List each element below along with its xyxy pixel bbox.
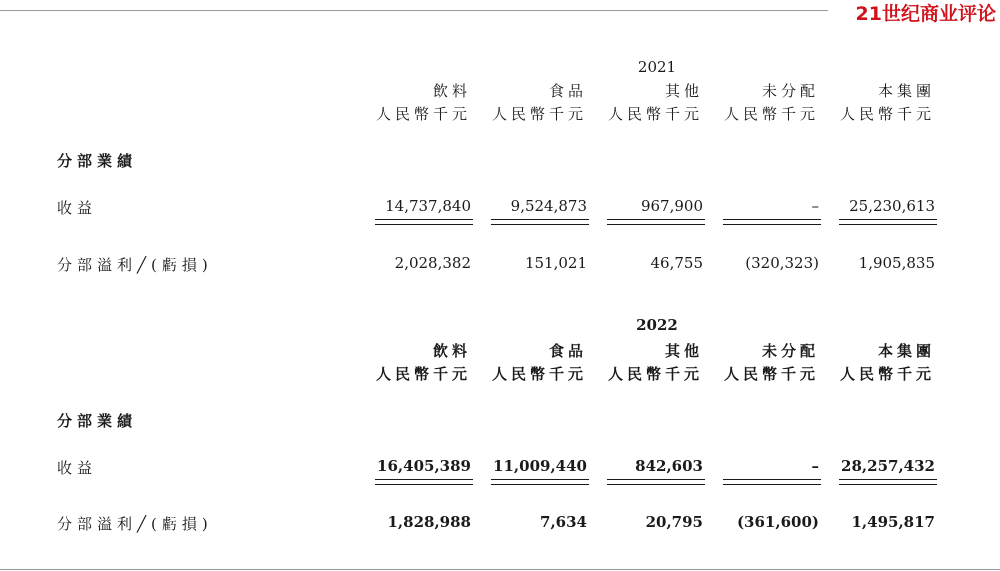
profit-value: 20,795 bbox=[645, 513, 703, 531]
profit-value: 46,755 bbox=[650, 254, 703, 272]
profit-value: 151,021 bbox=[524, 254, 587, 272]
unit-label: 人民幣千元 bbox=[723, 105, 819, 123]
unit-label: 人民幣千元 bbox=[491, 105, 587, 123]
revenue-value: 9,524,873 bbox=[510, 197, 587, 215]
unit-label: 人民幣千元 bbox=[607, 365, 703, 383]
revenue-value: – bbox=[811, 457, 819, 475]
segment-profit-label: 分部溢利╱(虧損) bbox=[57, 515, 213, 533]
column-header-food: 食品 bbox=[548, 342, 587, 360]
double-underline bbox=[607, 479, 705, 485]
double-underline bbox=[375, 479, 473, 485]
column-header-group: 本集團 bbox=[877, 342, 935, 360]
column-header-unallocated: 未分配 bbox=[761, 82, 819, 100]
column-header-others: 其他 bbox=[664, 342, 703, 360]
double-underline bbox=[491, 479, 589, 485]
profit-value: 7,634 bbox=[540, 513, 587, 531]
segment-results-label: 分部業績 bbox=[57, 152, 138, 170]
revenue-value: 28,257,432 bbox=[841, 457, 935, 475]
unit-label: 人民幣千元 bbox=[839, 365, 935, 383]
revenue-value: 842,603 bbox=[635, 457, 703, 475]
profit-value: 1,828,988 bbox=[387, 513, 471, 531]
unit-label: 人民幣千元 bbox=[375, 365, 471, 383]
double-underline bbox=[607, 219, 705, 225]
revenue-value: 14,737,840 bbox=[385, 197, 471, 215]
year-heading-2022: 2022 bbox=[636, 316, 678, 334]
column-header-beverage: 飲料 bbox=[432, 342, 471, 360]
year-heading-2021: 2021 bbox=[637, 58, 677, 76]
unit-label: 人民幣千元 bbox=[723, 365, 819, 383]
revenue-value: 11,009,440 bbox=[493, 457, 587, 475]
revenue-value: 25,230,613 bbox=[849, 197, 935, 215]
unit-label: 人民幣千元 bbox=[491, 365, 587, 383]
double-underline bbox=[491, 219, 589, 225]
column-header-unallocated: 未分配 bbox=[761, 342, 819, 360]
column-header-food: 食品 bbox=[548, 82, 587, 100]
segment-results-label: 分部業績 bbox=[57, 412, 138, 430]
top-divider bbox=[0, 10, 828, 11]
revenue-label: 收益 bbox=[57, 199, 98, 217]
revenue-value: 16,405,389 bbox=[377, 457, 471, 475]
profit-value: (320,323) bbox=[745, 254, 819, 272]
double-underline bbox=[723, 479, 821, 485]
double-underline bbox=[723, 219, 821, 225]
revenue-value: – bbox=[811, 197, 819, 215]
column-header-group: 本集團 bbox=[877, 82, 935, 100]
unit-label: 人民幣千元 bbox=[375, 105, 471, 123]
profit-value: 2,028,382 bbox=[394, 254, 471, 272]
unit-label: 人民幣千元 bbox=[839, 105, 935, 123]
column-header-others: 其他 bbox=[664, 82, 703, 100]
double-underline bbox=[839, 479, 937, 485]
double-underline bbox=[839, 219, 937, 225]
double-underline bbox=[375, 219, 473, 225]
segment-profit-label: 分部溢利╱(虧損) bbox=[57, 256, 213, 274]
profit-value: (361,600) bbox=[736, 513, 819, 531]
brand-logo: 21世纪商业评论 bbox=[855, 3, 996, 25]
bottom-divider bbox=[0, 569, 1000, 570]
profit-value: 1,495,817 bbox=[851, 513, 935, 531]
column-header-beverage: 飲料 bbox=[432, 82, 471, 100]
revenue-label: 收益 bbox=[57, 459, 98, 477]
profit-value: 1,905,835 bbox=[858, 254, 935, 272]
unit-label: 人民幣千元 bbox=[607, 105, 703, 123]
revenue-value: 967,900 bbox=[640, 197, 703, 215]
